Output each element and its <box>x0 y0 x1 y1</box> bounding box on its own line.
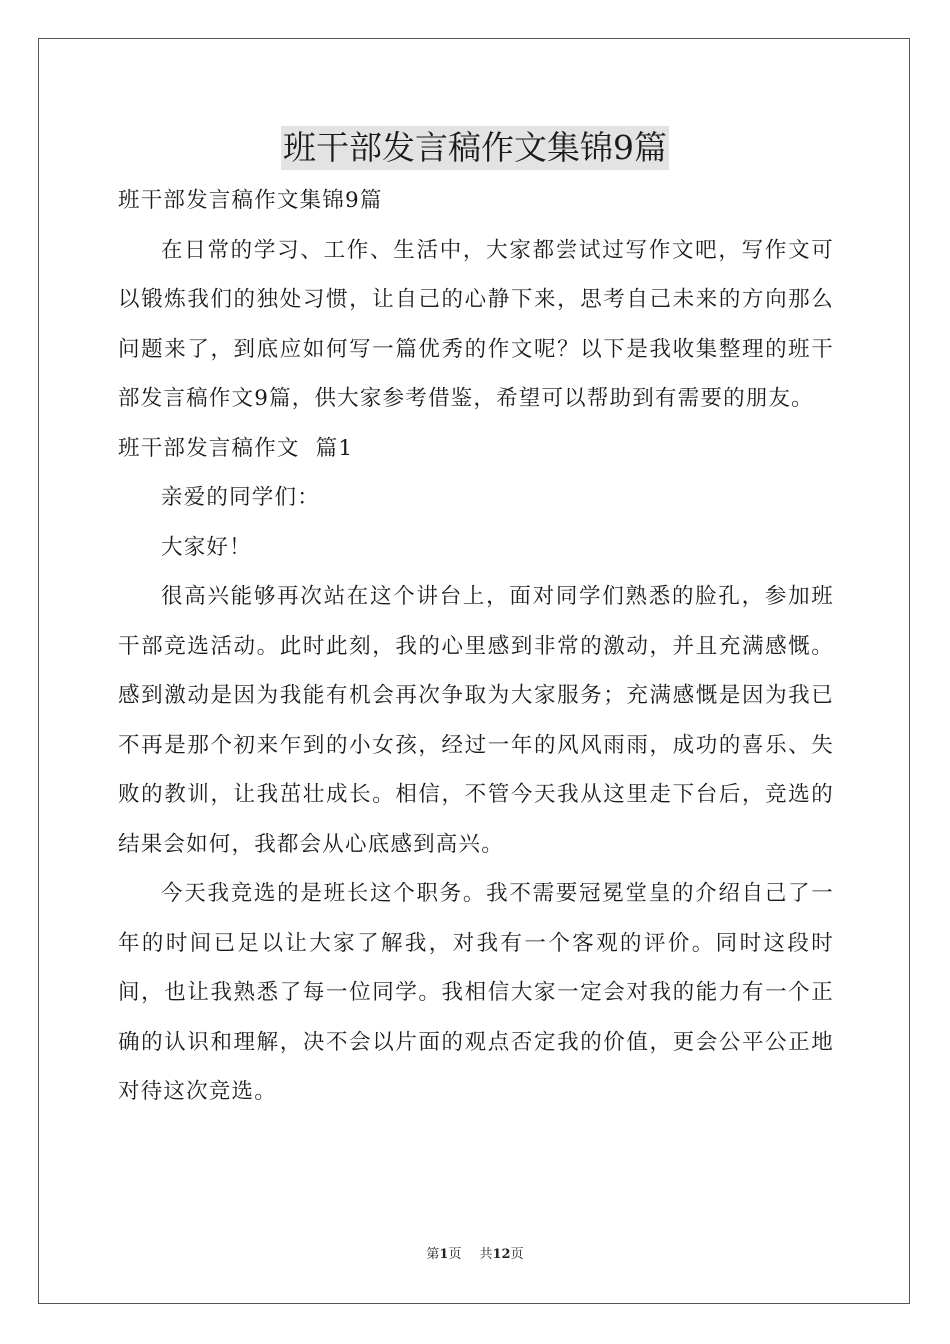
document-title: 班干部发言稿作文集锦9篇 <box>281 126 669 170</box>
total-prefix: 共 <box>479 1247 493 1262</box>
paragraph-body-2: 今天我竞选的是班长这个职务。我不需要冠冕堂皇的介绍自己了一年的时间已足以让大家了解我，对我有一个客观的评价。同时这段时间，也让我熟悉了每一位同学。我相信大家一定会对我的能力有一个正确的认识和理解，决不会以片面的观点否定我的价值，更会公平公正地对待这次竞选。 <box>118 881 834 1104</box>
page-suffix: 页 <box>448 1247 462 1262</box>
section-heading: 班干部发言稿作文 篇1 <box>118 435 354 461</box>
paragraph-intro: 在日常的学习、工作、生活中，大家都尝试过写作文吧，写作文可以锻炼我们的独处习惯，让自己的心静下来，思考自己未来的方向那么问题来了，到底应如何写一篇优秀的作文呢？以下是我收集整理的班干部发言稿作文9篇，供大家参考借鉴，希望可以帮助到有需要的朋友。 <box>118 237 834 411</box>
page-prefix: 第 <box>426 1247 440 1262</box>
paragraph-salutation: 亲爱的同学们： <box>161 485 320 510</box>
paragraph-body-1: 很高兴能够再次站在这个讲台上，面对同学们熟悉的脸孔，参加班干部竞选活动。此时此刻，我的心里感到非常的激动，并且充满感慨。感到激动是因为我能有机会再次争取为大家服务；充满感慨是因为我已不再是那个初来乍到的小女孩，经过一年的风风雨雨，成功的喜乐、失败的教训，让我茁壮成长。相信，不管今天我从这里走下台后，竞选的结果会如何，我都会从心底感到高兴。 <box>118 584 834 857</box>
total-suffix: 页 <box>510 1247 524 1262</box>
document-body <box>118 176 834 1117</box>
paragraph-subtitle: 班干部发言稿作文集锦9篇 <box>118 188 383 213</box>
total-pages: 12 <box>492 1247 511 1262</box>
paragraph-greeting: 大家好！ <box>161 534 252 560</box>
page-footer <box>0 1246 950 1264</box>
page-number: 1 <box>439 1247 449 1262</box>
title-container <box>0 126 950 170</box>
